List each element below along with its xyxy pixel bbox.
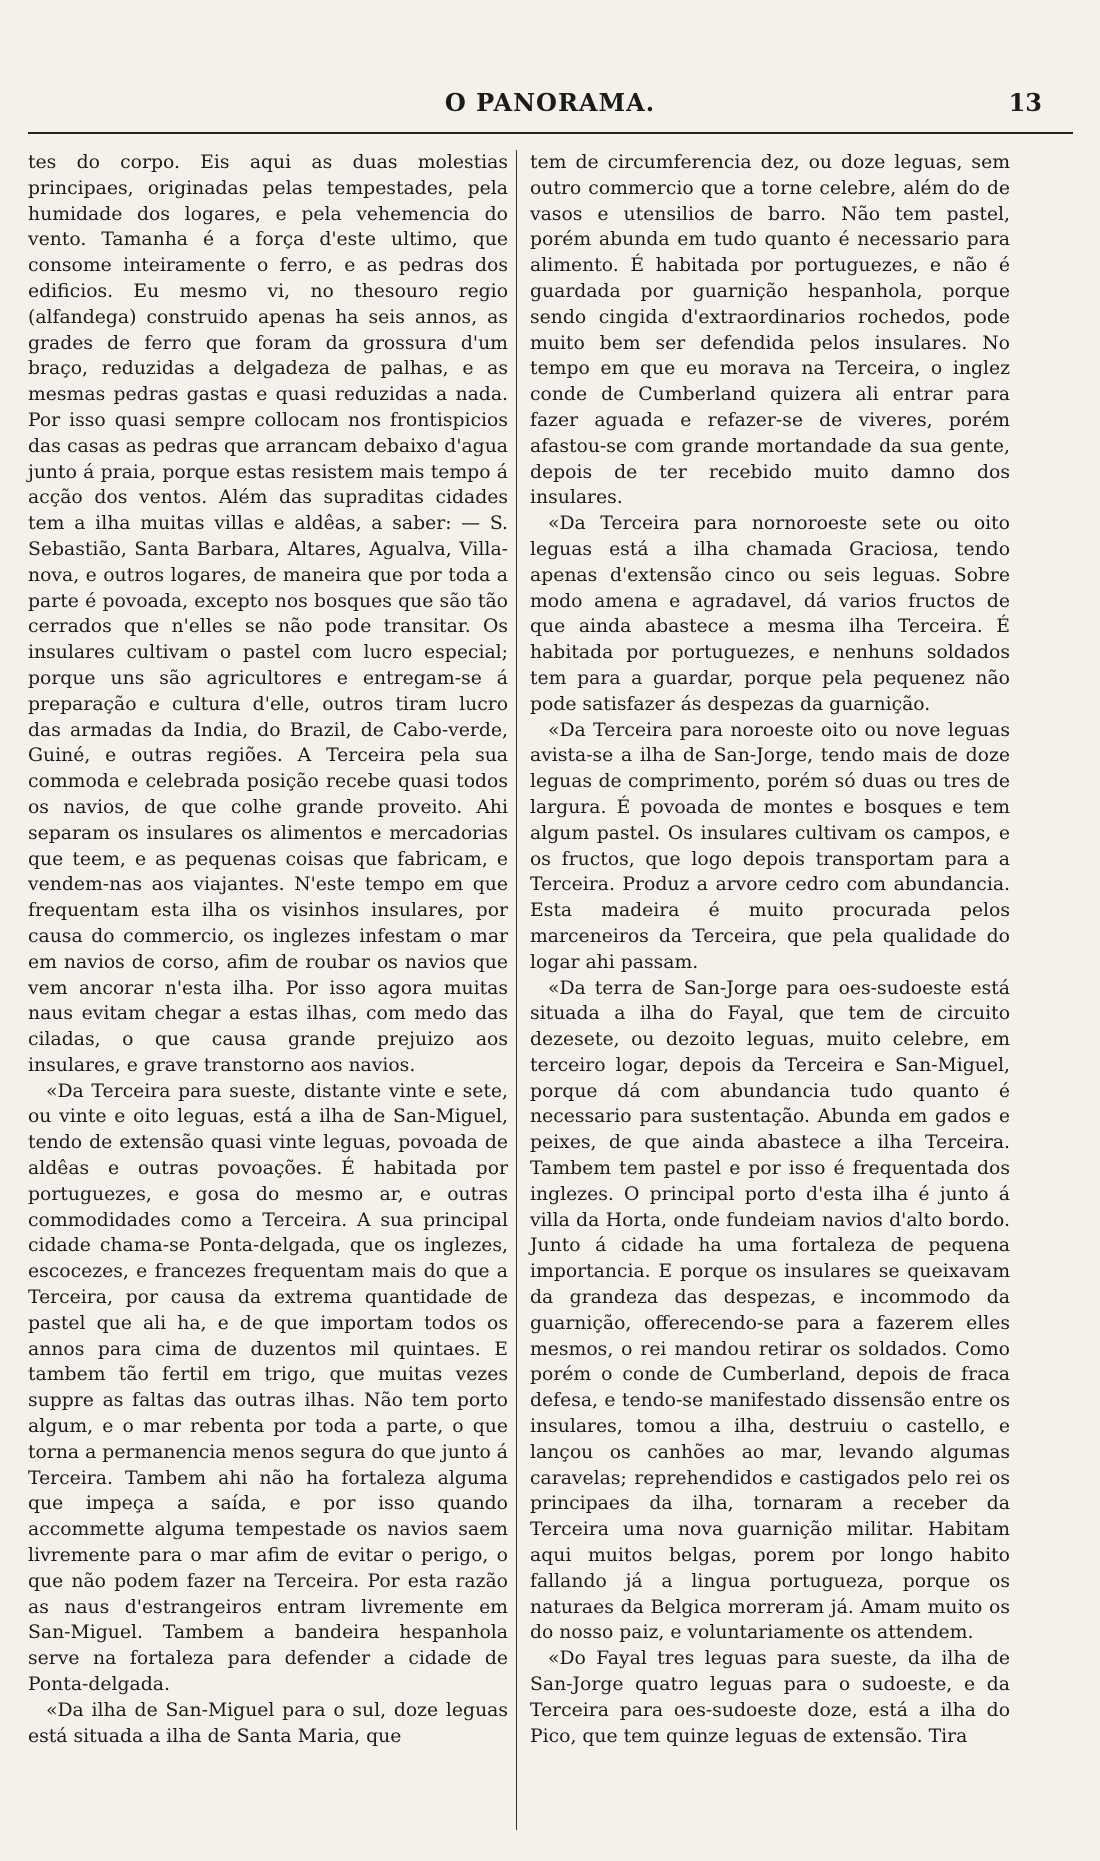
paragraph: «Da Terceira para noroeste oito ou nove leguas avista-se a ilha de San-Jorge, tendo mais de doze leguas de comprimento, porém só duas ou tres de largura. É povoada de montes e bosques e tem algum pastel. Os insulares cultivam os campos, e os fructos, que logo depois transportam para a Terceira. Produz a arvore cedro com abundancia. Esta madeira é muito procurada pelos marceneiros da Terceira, que pela qualidade do logar ahi passam. xyxy=(530,719,1010,973)
paragraph: «Da Terceira para sueste, distante vinte e sete, ou vinte e oito leguas, está a ilha de San-Miguel, tendo de extensão quasi vinte leguas, povoada de aldêas e outras povoações. É habitada por portuguezes, e gosa do mesmo ar, e outras commodidades como a Terceira. A sua principal cidade chama-se Ponta-delgada, que os inglezes, escocezes, e francezes frequentam mais do que a Terceira, por causa da extrema quantidade de pastel que ali ha, e de que importam todos os annos para cima de duzentos mil quintaes. E tambem tão fertil em trigo, que muitas vezes suppre as faltas das outras ilhas. Não tem porto algum, e o mar rebenta por toda a parte, o que torna a permanencia menos segura do que junto á Terceira. Tambem ahi não ha fortaleza alguma que impeça a saída, e por isso quando accommette alguma tempestade os navios saem livremente para o mar afim de evitar o perigo, o que não podem fazer na Terceira. Por esta razão as naus d'estrangeiros entram livremente em San-Miguel. Tambem a bandeira hespanhola serve na fortaleza para defender a cidade de Ponta-delgada. xyxy=(28,1080,508,1696)
paragraph: «Da Terceira para nornoroeste sete ou oito leguas está a ilha chamada Graciosa, tendo apenas d'extensão cinco ou seis leguas. Sobre modo amena e agradavel, dá varios fructos de que ainda abastece a mesma ilha Terceira. É habitada por portuguezes, e nenhuns soldados tem para a guardar, porque pela pequenez não pode satisfazer ás despezas da guarnição. xyxy=(530,513,1010,715)
column-divider xyxy=(516,150,517,1830)
masthead-title: O PANORAMA. xyxy=(444,88,656,117)
paragraph: tem de circumferencia dez, ou doze leguas, sem outro commercio que a torne celebre, além do de vasos e utensilios de barro. Não tem pastel, porém abunda em tudo quanto é necessario para alimento. É habitada por portuguezes, e não é guardada por guarnição hespanhola, porque sendo cingida d'extraordinarios rochedos, pode muito bem ser defendida pelos insulares. No tempo em que eu morava na Terceira, o inglez conde de Cumberland quizera ali entrar para fazer aguada e refazer-se de viveres, porém afastou-se com grande mortandade da sua gente, depois de ter recebido muito damno dos insulares. xyxy=(530,152,1010,509)
right-column xyxy=(530,150,1010,1749)
paragraph: «Da ilha de San-Miguel para o sul, doze leguas está situada a ilha de Santa Maria, que xyxy=(28,1699,508,1747)
header-rule xyxy=(28,132,1073,134)
page-header xyxy=(0,88,1100,128)
paragraph: «Da terra de San-Jorge para oes-sudoeste está situada a ilha do Fayal, que tem de circuito dezesete, ou dezoito leguas, muito celebre, em terceiro logar, depois da Terceira e San-Miguel, porque dá com abundancia tudo quanto é necessario para sustentação. Abunda em gados e peixes, de que ainda abastece a ilha Terceira. Tambem tem pastel e por isso é frequentada dos inglezes. O principal porto d'esta ilha é junto á villa da Horta, onde fundeiam navios d'alto bordo. Junto á cidade ha uma fortaleza de pequena importancia. E porque os insulares se queixavam da grandeza das despezas, e incommodo da guarnição, offerecendo-se para a fazerem elles mesmos, o rei mandou retirar os soldados. Como porém o conde de Cumberland, depois de fraca defesa, e tendo-se manifestado dissensão entre os insulares, tomou a ilha, destruiu o castello, e lançou os canhões ao mar, levando algumas caravelas; reprehendidos e castigados pelo rei os principaes da ilha, tornaram a receber da Terceira uma nova guarnição militar. Habitam aqui muitos belgas, porem por longo habito fallando já a lingua portugueza, porque os naturaes da Belgica morreram já. Amam muito os do nosso paiz, e voluntariamente os attendem. xyxy=(530,977,1010,1644)
paragraph: «Do Fayal tres leguas para sueste, da ilha de San-Jorge quatro leguas para o sudoeste, e da Terceira para oes-sudoeste doze, está a ilha do Pico, que tem quinze leguas de extensão. Tira xyxy=(530,1648,1010,1747)
left-column xyxy=(28,150,508,1749)
page-number: 13 xyxy=(1008,88,1042,117)
paragraph: tes do corpo. Eis aqui as duas molestias principaes, originadas pelas tempestades, pela humidade dos logares, e pela vehemencia do vento. Tamanha é a força d'este ultimo, que consome inteiramente o ferro, e as pedras dos edificios. Eu mesmo vi, no thesouro regio (alfandega) construido apenas ha seis annos, as grades de ferro que foram da grossura d'um braço, reduzidas a delgadeza de palhas, e as mesmas pedras gastas e quasi reduzidas a nada. Por isso quasi sempre collocam nos frontispicios das casas as pedras que arrancam debaixo d'agua junto á praia, porque estas resistem mais tempo á acção dos ventos. Além das supraditas cidades tem a ilha muitas villas e aldêas, a saber: — S. Sebastião, Santa Barbara, Altares, Agualva, Villa-nova, e outros logares, de maneira que por toda a parte é povoada, excepto nos bosques que são tão cerrados que n'elles se não pode transitar. Os insulares cultivam o pastel com lucro especial; porque uns são agricultores e entregam-se á preparação e cultura d'elle, outros tiram lucro das armadas da India, do Brazil, de Cabo-verde, Guiné, e outras regiões. A Terceira pela sua commoda e celebrada posição recebe quasi todos os navios, de que colhe grande proveito. Ahi separam os insulares os alimentos e mercadorias que teem, e as pequenas coisas que fabricam, e vendem-nas aos viajantes. N'este tempo em que frequentam esta ilha os visinhos insulares, por causa do commercio, os inglezes infestam o mar em navios de corso, afim de roubar os navios que vem ancorar n'esta ilha. Por isso agora muitas naus evitam chegar a estas ilhas, com medo das ciladas, o que causa grande prejuizo aos insulares, e grave transtorno aos navios. xyxy=(28,152,508,1076)
